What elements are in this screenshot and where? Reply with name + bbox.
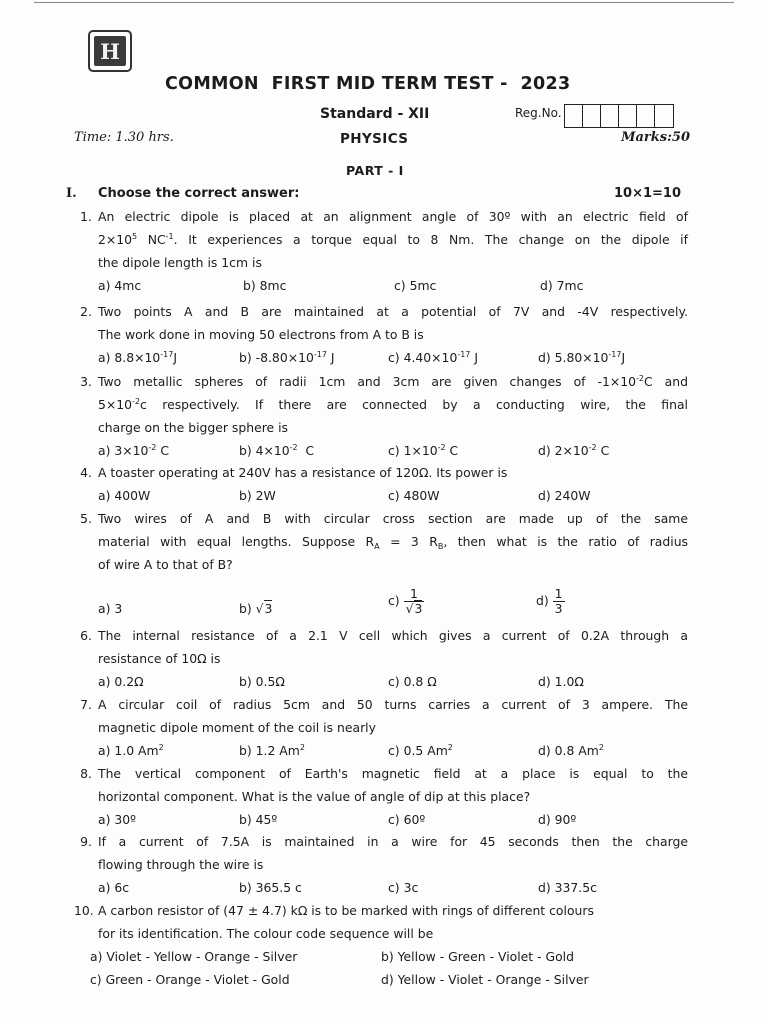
option-a: a) 6c xyxy=(98,880,130,895)
standard-label: Standard - XII xyxy=(320,106,430,122)
question-number: 2. xyxy=(80,304,92,319)
reg-no-box xyxy=(655,105,673,127)
question-number: 10. xyxy=(74,903,94,918)
reg-no-box xyxy=(601,105,619,127)
reg-no-box xyxy=(565,105,583,127)
option-b: b) Yellow - Green - Violet - Gold xyxy=(381,949,574,964)
question-text: The vertical component of Earth's magnetic field at a place is equal to the xyxy=(98,766,688,781)
question-text: A circular coil of radius 5cm and 50 turns carries a current of 3 ampere. The xyxy=(98,697,688,712)
top-rule xyxy=(34,2,734,3)
question-number: 1. xyxy=(80,209,92,224)
option-d: d) 0.8 Am$^2$ xyxy=(538,743,604,758)
question-number: 5. xyxy=(80,511,92,526)
option-c: c) $4.40\times 10^{-17}$ J xyxy=(388,350,478,365)
option-a: a) 3 xyxy=(98,601,123,616)
section-title: Choose the correct answer: xyxy=(98,186,300,201)
option-d: d) 240W xyxy=(538,488,591,503)
section-marks: 10×1=10 xyxy=(614,186,682,201)
question-number: 4. xyxy=(80,465,92,480)
option-b: b) 45º xyxy=(239,812,278,827)
question-text: Two wires of A and B with circular cross section are made up of the same xyxy=(98,511,688,526)
option-d: d) 7mc xyxy=(540,278,584,293)
exam-title: COMMON FIRST MID TERM TEST - 2023 xyxy=(165,74,571,94)
exam-time: Time: 1.30 hrs. xyxy=(74,130,174,145)
option-b: b) 0.5Ω xyxy=(239,674,285,689)
options xyxy=(98,439,698,462)
option-a: a) $8.8\times 10^{-17}J$ xyxy=(98,350,177,365)
option-c: c) 480W xyxy=(388,488,440,503)
option-c: c) $\frac{1}{√3}$ xyxy=(388,586,423,616)
board-logo xyxy=(88,30,132,72)
question-text: for its identification. The colour code sequence will be xyxy=(98,926,434,941)
option-b: b) 2W xyxy=(239,488,276,503)
reg-no xyxy=(515,104,674,128)
question-text: material with equal lengths. Suppose $R_A = 3$ $R_B$, then what is the ratio of radius xyxy=(98,534,688,551)
question-number: 7. xyxy=(80,697,92,712)
question-number: 6. xyxy=(80,628,92,643)
option-b: b) $4\times 10^{-2}$ C xyxy=(239,443,315,458)
options xyxy=(98,876,698,899)
options xyxy=(98,346,698,369)
reg-no-box xyxy=(637,105,655,127)
options xyxy=(98,484,698,507)
option-b: b) $-8.80\times 10^{-17}$ J xyxy=(239,350,335,365)
options xyxy=(98,739,698,762)
option-d: d) 1.0Ω xyxy=(538,674,584,689)
option-a: a) 30º xyxy=(98,812,136,827)
reg-no-boxes xyxy=(564,104,674,128)
options xyxy=(98,808,698,831)
question-text: the dipole length is 1cm is xyxy=(98,255,262,270)
options xyxy=(98,586,698,625)
option-c: c) 0.5 Am$^2$ xyxy=(388,743,453,758)
option-c: c) 5mc xyxy=(394,278,437,293)
option-d: d) $2\times 10^{-2}$ C xyxy=(538,443,610,458)
option-c: c) Green - Orange - Violet - Gold xyxy=(90,972,290,987)
option-c: c) 3c xyxy=(388,880,419,895)
question-text: An electric dipole is placed at an alignment angle of 30º with an electric field of xyxy=(98,209,688,224)
options xyxy=(90,945,698,968)
logo-letter: H xyxy=(94,36,126,66)
question-number: 3. xyxy=(80,374,92,389)
reg-no-box xyxy=(583,105,601,127)
options xyxy=(90,968,698,991)
option-a: a) $3\times 10^{-2}$ C xyxy=(98,443,169,458)
reg-no-label: Reg.No. xyxy=(515,106,562,120)
exam-marks: Marks:50 xyxy=(621,130,690,145)
reg-no-box xyxy=(619,105,637,127)
question-text: The internal resistance of a 2.1 V cell which gives a current of 0.2A through a xyxy=(98,628,688,643)
question-number: 9. xyxy=(80,834,92,849)
section-number: I. xyxy=(66,186,77,201)
option-a: a) 1.0 Am$^2$ xyxy=(98,743,164,758)
part-heading: PART - I xyxy=(346,163,404,178)
options xyxy=(98,670,698,693)
question-text: If a current of 7.5A is maintained in a wire for 45 seconds then the charge xyxy=(98,834,688,849)
option-c: c) $1\times 10^{-2}$ C xyxy=(388,443,459,458)
question-text: resistance of 10Ω is xyxy=(98,651,221,666)
option-a: a) 4mc xyxy=(98,278,142,293)
question-text: A toaster operating at 240V has a resistance of 120Ω. Its power is xyxy=(98,465,508,480)
option-a: a) 400W xyxy=(98,488,151,503)
option-d: d) Yellow - Violet - Orange - Silver xyxy=(381,972,589,987)
question-text: flowing through the wire is xyxy=(98,857,264,872)
question-text: Two points A and B are maintained at a potential of 7V and -4V respectively. xyxy=(98,304,688,319)
question-text: $2\times 10^5$ $NC^{-1}$. It experiences a torque equal to 8 Nm. The change on the dipole if xyxy=(98,232,688,247)
question-text: horizontal component. What is the value of angle of dip at this place? xyxy=(98,789,531,804)
question-text: magnetic dipole moment of the coil is nearly xyxy=(98,720,376,735)
question-text: Two metallic spheres of radii 1cm and 3cm are given changes of $-1\times 10^{-2}C$ and xyxy=(98,374,688,389)
option-c: c) 0.8 Ω xyxy=(388,674,437,689)
option-b: b) 1.2 Am$^2$ xyxy=(239,743,305,758)
option-c: c) 60º xyxy=(388,812,426,827)
subject-title: PHYSICS xyxy=(340,131,409,147)
question-number: 8. xyxy=(80,766,92,781)
option-d: d) 90º xyxy=(538,812,577,827)
question-text: charge on the bigger sphere is xyxy=(98,420,288,435)
question-text: of wire A to that of B? xyxy=(98,557,233,572)
option-b: b) 8mc xyxy=(243,278,287,293)
option-d: d) $5.80\times 10^{-17}J$ xyxy=(538,350,626,365)
option-a: a) 0.2Ω xyxy=(98,674,144,689)
option-b: b) 365.5 c xyxy=(239,880,302,895)
option-a: a) Violet - Yellow - Orange - Silver xyxy=(90,949,298,964)
question-text: $5\times 10^{-2}c$ respectively. If there are connected by a conducting wire, the final xyxy=(98,397,688,412)
option-d: d) 337.5c xyxy=(538,880,597,895)
question-text: The work done in moving 50 electrons from A to B is xyxy=(98,327,424,342)
question-text: A carbon resistor of (47 ± 4.7) kΩ is to be marked with rings of different colours xyxy=(98,903,594,918)
options xyxy=(98,274,698,297)
option-b: b) √3 xyxy=(239,601,273,616)
option-d: d) $\frac{1}{3}$ xyxy=(536,586,563,616)
